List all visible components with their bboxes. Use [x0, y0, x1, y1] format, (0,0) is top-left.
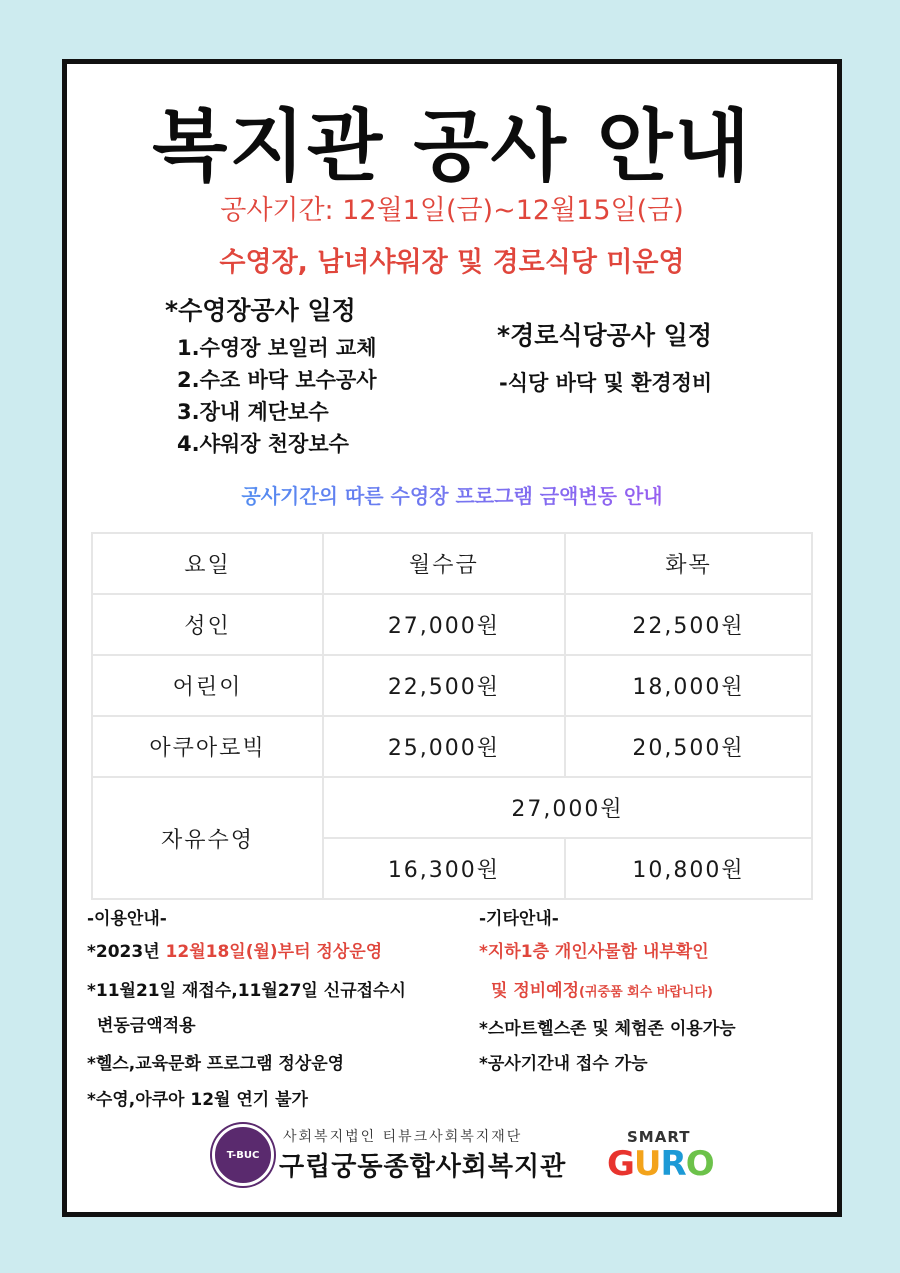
- cafeteria-schedule-item: -식당 바닥 및 환경정비: [499, 371, 713, 395]
- fee-table: [91, 532, 813, 900]
- table-header-row: [92, 533, 812, 594]
- smart-label: SMART: [627, 1128, 691, 1146]
- fee-cell: 27,000원: [323, 594, 565, 655]
- other-line-small: (귀중품 회수 바랍니다): [579, 985, 713, 1000]
- pool-schedule-item: 3.장내 계단보수: [177, 400, 329, 424]
- pool-schedule-item: 4.샤워장 천장보수: [177, 432, 349, 456]
- fee-cell: 16,300원: [323, 838, 565, 899]
- usage-line-prefix: *2023년: [87, 942, 166, 962]
- construction-period: 공사기간: 12월1일(금)~12월15일(금): [220, 195, 684, 226]
- pool-schedule-item: 2.수조 바닥 보수공사: [177, 368, 377, 392]
- row-label: 아쿠아로빅: [92, 716, 323, 777]
- smart-guro-logo: [607, 1144, 714, 1184]
- usage-heading: -이용안내-: [87, 909, 167, 929]
- row-label: 어린이: [92, 655, 323, 716]
- notice-poster: [62, 59, 842, 1217]
- fee-cell: 27,000원: [323, 777, 812, 838]
- foundation-emblem-logo: [212, 1124, 274, 1186]
- fee-cell: 20,500원: [565, 716, 812, 777]
- closed-notice: 수영장, 남녀샤워장 및 경로식당 미운영: [219, 247, 685, 278]
- header-mwf: 월수금: [323, 533, 565, 594]
- table-row: [92, 655, 812, 716]
- usage-line: *수영,아쿠아 12월 연기 불가: [87, 1090, 308, 1110]
- logo-letter: G: [607, 1144, 634, 1184]
- table-row: [92, 594, 812, 655]
- emblem-text: T-BUC: [226, 1149, 260, 1161]
- table-row: [92, 716, 812, 777]
- fee-change-subtitle: 공사기간의 따른 수영장 프로그램 금액변동 안내: [67, 480, 837, 509]
- logo-letter: U: [633, 1144, 661, 1184]
- row-label: 자유수영: [92, 777, 323, 899]
- pool-schedule-item: 1.수영장 보일러 교체: [177, 336, 377, 360]
- fee-cell: 18,000원: [565, 655, 812, 716]
- fee-cell: 10,800원: [565, 838, 812, 899]
- header-day: 요일: [92, 533, 323, 594]
- fee-cell: 25,000원: [323, 716, 565, 777]
- usage-line: *헬스,교육문화 프로그램 정상운영: [87, 1054, 345, 1074]
- header-tt: 화목: [565, 533, 812, 594]
- cafeteria-schedule-heading: *경로식당공사 일정: [497, 321, 712, 350]
- usage-line: *11월21일 재접수,11월27일 신규접수시: [87, 981, 406, 1001]
- other-line: *지하1층 개인사물함 내부확인: [479, 942, 709, 962]
- other-line: [491, 981, 713, 1003]
- usage-line-highlight: 12월18일(월)부터 정상운영: [165, 942, 383, 962]
- other-heading: -기타안내-: [479, 909, 559, 929]
- page-title: 복지관 공사 안내: [152, 102, 752, 192]
- center-name: 구립궁동종합사회복지관: [279, 1152, 567, 1182]
- other-line: *스마트헬스존 및 체험존 이용가능: [479, 1019, 736, 1039]
- logo-letter: O: [685, 1144, 714, 1184]
- usage-line: [87, 942, 382, 962]
- fee-cell: 22,500원: [323, 655, 565, 716]
- fee-cell: 22,500원: [565, 594, 812, 655]
- foundation-name: 사회복지법인 티뷰크사회복지재단: [283, 1129, 523, 1145]
- logo-letter: R: [660, 1144, 686, 1184]
- usage-line: 변동금액적용: [97, 1016, 196, 1036]
- table-row: [92, 777, 812, 838]
- pool-schedule-heading: *수영장공사 일정: [165, 296, 356, 325]
- other-line: *공사기간내 접수 가능: [479, 1054, 648, 1074]
- row-label: 성인: [92, 594, 323, 655]
- other-line-main: 및 정비예정: [491, 981, 580, 1001]
